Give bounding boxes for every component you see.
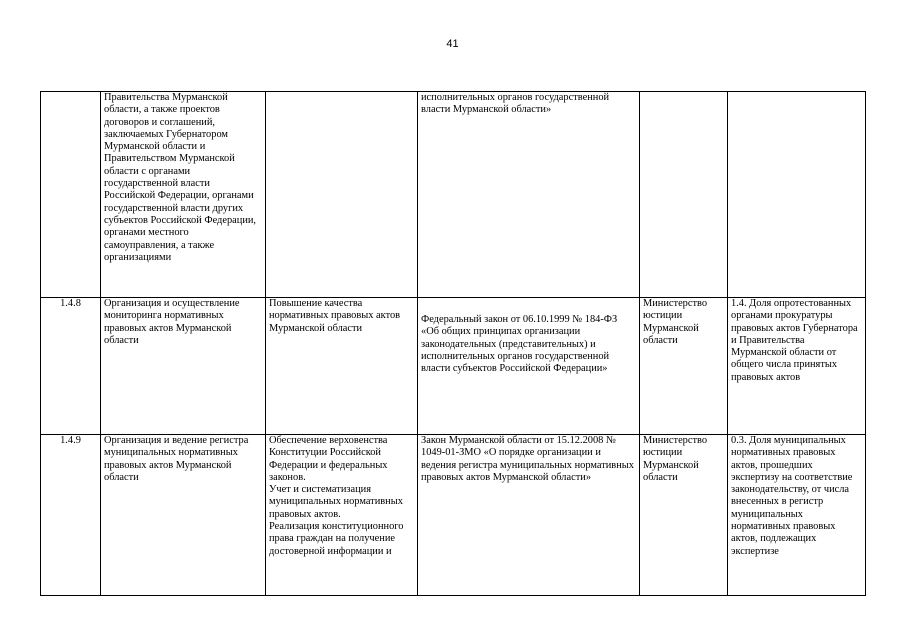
executor-cell: Министерство юстиции Мурманской области [640, 435, 728, 596]
objective-cell [266, 92, 418, 298]
page-number: 41 [446, 38, 459, 50]
objective-text: Обеспечение верховенства Конституции Российской Федерации и федеральных законов. Учет и систематизация муниципальных нормативных правовых актов. Реализация конституционного права граждан на получение достоверной информации и [269, 435, 404, 557]
activity-cell: Организация и осуществление мониторинга нормативных правовых актов Мурманской области [101, 298, 266, 435]
row-number: 1.4.9 [41, 435, 101, 596]
indicator-cell [728, 92, 866, 298]
legal-basis-cell: Федеральный закон от 06.10.1999 № 184-ФЗ «Об общих принципах организации законодательных (представительных) и исполнительных органов государственной власти субъектов Российской Федерации» [418, 298, 640, 435]
legal-basis-cell: исполнительных органов государственной власти Мурманской области» [418, 92, 640, 298]
activity-cell [101, 92, 266, 298]
indicator-cell: 1.4. Доля опротестованных органами прокуратуры правовых актов Губернатора и Правительства Мурманской области от общего числа принятых правовых актов [728, 298, 866, 435]
objective-cell: Повышение качества нормативных правовых актов Мурманской области [266, 298, 418, 435]
row-number: 1.4.8 [41, 298, 101, 435]
activity-text: Правительства Мурманской области, а также проектов договоров и соглашений, заключаемых Губернатором Мурманской области и Правительством Мурманской области с органами государственной власти Российской Федерации, органами государственной власти других субъектов Российской Федерации, органами местного самоуправления, а также организациями [104, 92, 257, 263]
table-row [41, 92, 866, 298]
row-number [41, 92, 101, 298]
indicator-cell [728, 435, 866, 596]
legal-basis-cell: Закон Мурманской области от 15.12.2008 № 1049-01-ЗМО «О порядке организации и ведения регистра муниципальных нормативных правовых актов Мурманской области» [418, 435, 640, 596]
activities-table [40, 91, 866, 596]
objective-cell [266, 435, 418, 596]
executor-cell [640, 92, 728, 298]
table-row [41, 298, 866, 435]
activity-cell: Организация и ведение регистра муниципальных нормативных правовых актов Мурманской области [101, 435, 266, 596]
indicator-text: 0.3. Доля муниципальных нормативных правовых актов, прошедших экспертизу на соответствие законодательству, от числа внесенных в регистр муниципальных нормативных правовых актов, подлежащих экспертизе [731, 435, 853, 557]
table-row [41, 435, 866, 596]
executor-cell: Министерство юстиции Мурманской области [640, 298, 728, 435]
